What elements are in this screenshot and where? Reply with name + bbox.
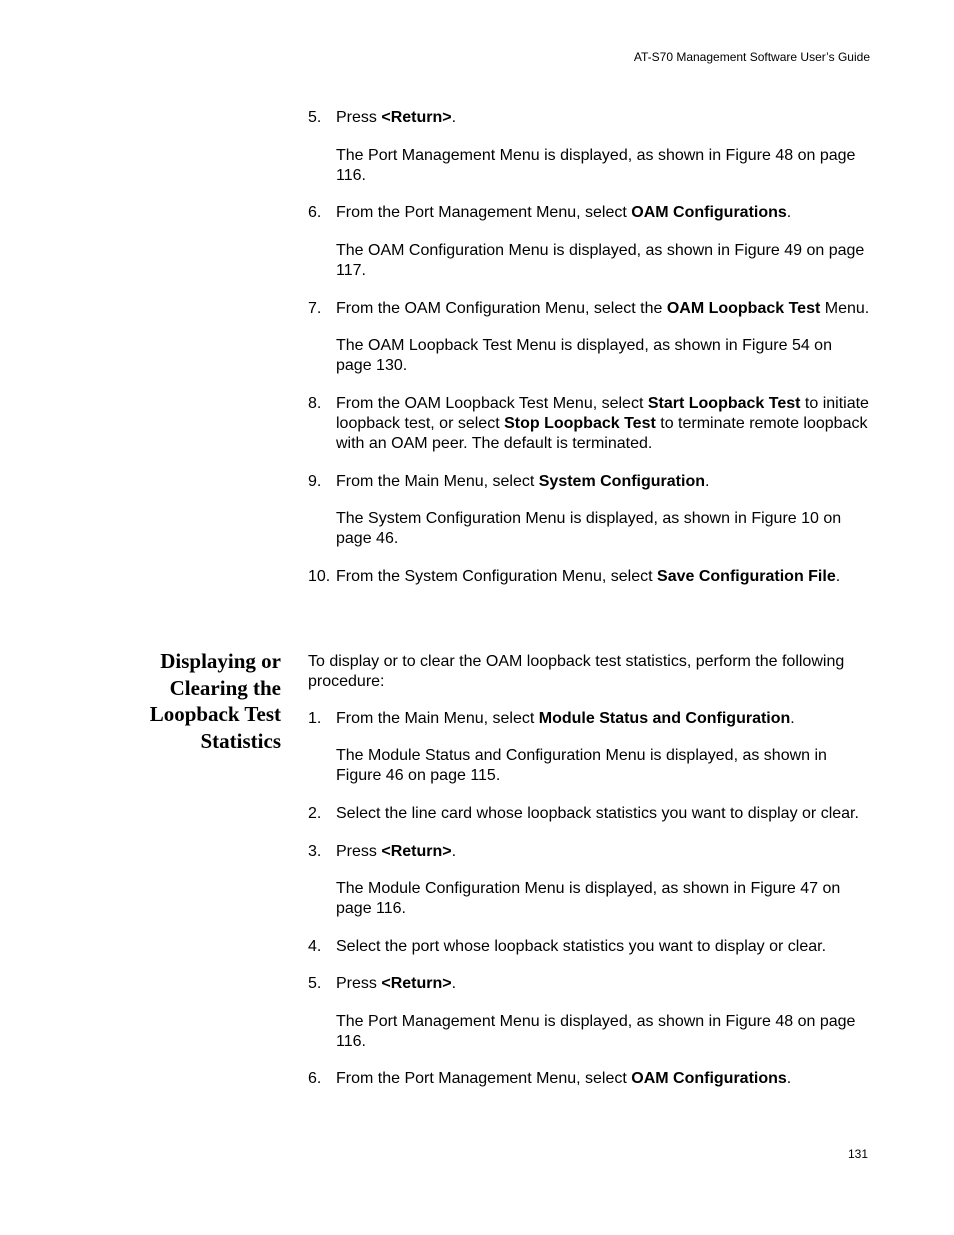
step-7-result: The OAM Loopback Test Menu is displayed, as shown in Figure 54 on page 130. [336,337,832,374]
procedure-display-clear [308,652,870,1089]
running-header: AT-S70 Management Software User’s Guide [633,50,870,64]
step-9: 9. From the Main Menu, select System Configuration. [308,473,710,490]
step-5-result: The Port Management Menu is displayed, as shown in Figure 48 on page 116. [336,147,856,184]
step-3-result: The Module Configuration Menu is displayed, as shown in Figure 47 on page 116. [336,880,841,917]
step-1-result: The Module Status and Configuration Menu is displayed, as shown in Figure 46 on page 115. [336,747,827,784]
step-4: 4. Select the port whose loopback statistics you want to display or clear. [308,938,827,955]
step-1: 1. From the Main Menu, select Module Status and Configuration. [308,710,795,727]
intro-paragraph: To display or to clear the OAM loopback test statistics, perform the following procedure: [308,653,845,690]
step-5-result: The Port Management Menu is displayed, as shown in Figure 48 on page 116. [336,1013,856,1050]
step-10: 10. From the System Configuration Menu, select Save Configuration File. [308,568,841,585]
steps-continued [308,108,870,587]
step-9-result: The System Configuration Menu is displayed, as shown in Figure 10 on page 46. [336,510,842,547]
page-number: 131 [847,1147,868,1161]
step-8: 8. From the OAM Loopback Test Menu, select Start Loopback Test to initiate loopback test, or select Stop Loopback Test to terminate remote loopback with an OAM peer. The default is terminated. [308,395,869,452]
step-2: 2. Select the line card whose loopback statistics you want to display or clear. [308,805,859,822]
step-5: 5. Press <Return>. [308,975,457,992]
step-3: 3. Press <Return>. [308,843,457,860]
step-6: 6. From the Port Management Menu, select OAM Configurations. [308,1070,792,1087]
step-7: 7. From the OAM Configuration Menu, select the OAM Loopback Test Menu. [308,300,870,317]
step-6-result: The OAM Configuration Menu is displayed, as shown in Figure 49 on page 117. [336,242,865,279]
section-heading: Displaying or Clearing the Loopback Test Statistics [149,649,281,753]
step-6: 6. From the Port Management Menu, select OAM Configurations. [308,204,792,221]
step-5: 5. Press <Return>. [308,109,457,126]
